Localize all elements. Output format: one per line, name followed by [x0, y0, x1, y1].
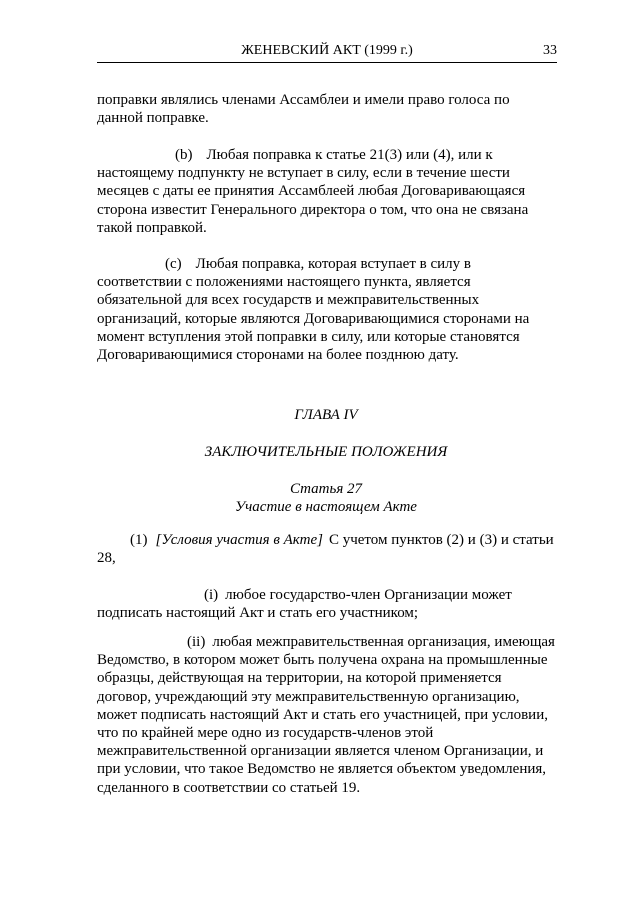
header-title: ЖЕНЕВСКИЙ АКТ (1999 г.) — [241, 43, 413, 58]
item-i-label: (i) — [204, 587, 219, 603]
paragraph-b-text: Любая поправка к статье 21(3) или (4), или к настоящему подпункту не вступает в силу, если в течение шести месяцев с даты ее принятия Ассамблеей любая Договаривающаяся сторона известит Генерального директора о том, что она не связана такой поправкой. — [97, 147, 529, 236]
paragraph-continuation: поправки являлись членами Ассамблеи и имели право голоса по данной поправке. — [97, 92, 510, 127]
item-ii-label: (ii) — [187, 634, 206, 650]
article-title: Участие в настоящем Акте — [235, 499, 417, 515]
item-ii — [97, 633, 555, 797]
article-paragraph-1 — [97, 531, 559, 567]
chapter-number: ГЛАВА IV — [294, 407, 358, 423]
item-i — [97, 586, 555, 622]
paragraph-b-label: (b) — [175, 147, 193, 163]
chapter-title: ЗАКЛЮЧИТЕЛЬНЫЕ ПОЛОЖЕНИЯ — [204, 444, 448, 460]
article-number: Статья 27 — [289, 481, 363, 497]
running-header — [97, 42, 557, 63]
paragraph-1-label: (1) — [130, 532, 148, 548]
paragraph-1-italic-title: [Условия участия в Акте] — [155, 532, 323, 548]
page-number: 33 — [543, 43, 557, 58]
paragraph-c — [97, 255, 555, 364]
paragraph-b — [97, 146, 555, 237]
paragraph-1-text: С учетом пунктов (2) и (3) и статьи 28, — [97, 532, 554, 567]
item-i-text: любое государство-член Организации может подписать настоящий Акт и стать его участником; — [97, 587, 512, 622]
item-ii-text: любая межправительственная организация, имеющая Ведомство, в котором может быть получена охрана на промышленные образцы, действующая на территории, на которой применяется договор, учреждающий эту межправительственную организацию, может подписать настоящий Акт и стать его участницей, при условии, что по крайней мере одно из государств-членов этой межправительственной организации является членом Организации, и при условии, что такое Ведомство не является объектом уведомления, сделанного в соответствии со статьей 19. — [97, 634, 555, 796]
paragraph-c-label: (c) — [165, 256, 182, 272]
paragraph-c-text: Любая поправка, которая вступает в силу в соответствии с положениями настоящего пункта, является обязательной для всех государств и межправительственных организаций, которые являются Договаривающимися сторонами на момент вступления этой поправки в силу, или которые становятся Договаривающимися сторонами на более позднюю дату. — [97, 256, 530, 364]
